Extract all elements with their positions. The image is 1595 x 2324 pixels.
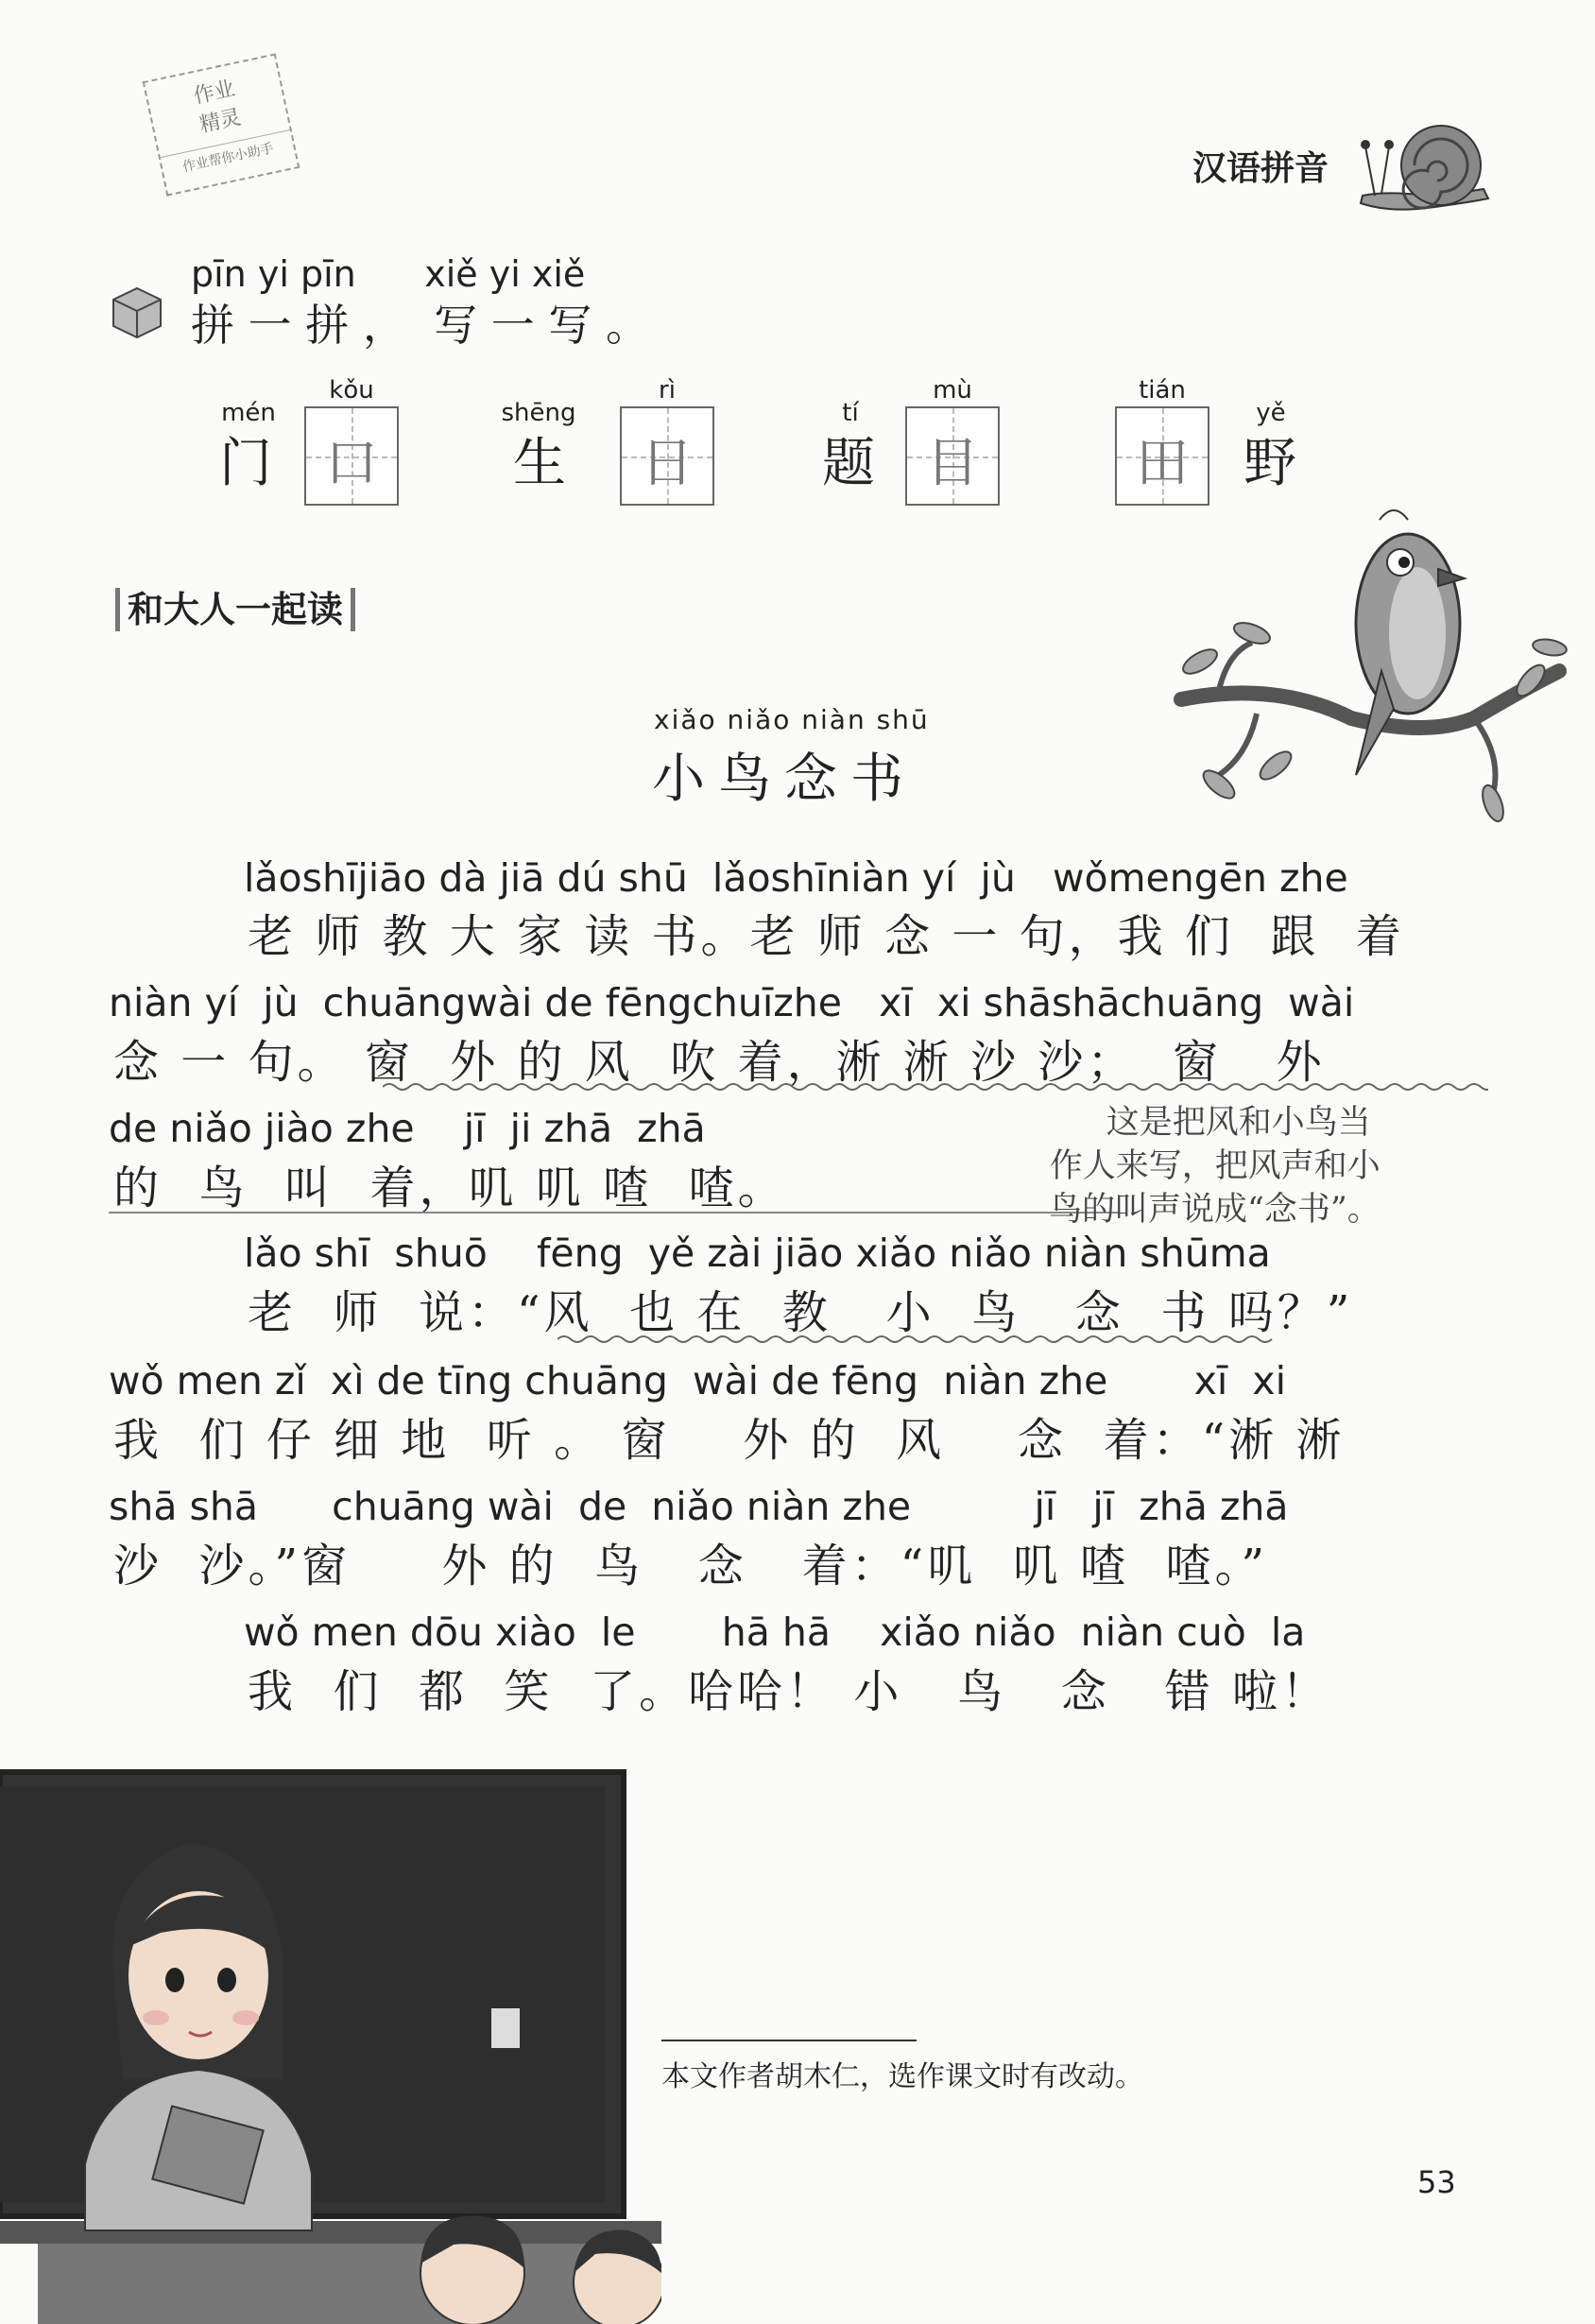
story-line-text: 老 师 说：“风 也 在 教 小 鸟 念 书 吗？” — [248, 1286, 1354, 1339]
classroom-illustration — [0, 1758, 661, 2324]
item-pinyin: mén — [221, 399, 276, 427]
item-character: 生 — [513, 433, 566, 494]
footnote: 本文作者胡木仁，选作课文时有改动。 — [661, 2060, 1143, 2093]
note-line: 鸟的叫声说成“念书”。 — [1049, 1191, 1381, 1229]
stamp-logo — [143, 53, 300, 196]
writing-box[interactable]: 日 — [620, 406, 714, 506]
item-pinyin: tián — [1139, 376, 1186, 405]
item-pinyin: shēng — [501, 399, 576, 427]
story-line-text: 沙 沙。”窗 外 的 鸟 念 着：“叽 叽 喳 喳。” — [113, 1540, 1269, 1592]
margin-note — [1049, 1101, 1381, 1231]
snail-illustration — [1351, 109, 1502, 222]
stamp-line2: 精灵 — [197, 105, 244, 138]
story-line-text: 的 鸟 叫 着，叽 叽 喳 喳。 — [113, 1162, 787, 1214]
writing-box[interactable]: 目 — [905, 406, 1000, 506]
item-pinyin: rì — [659, 376, 676, 405]
story-line-pinyin: wǒ men zǐ xì de tīng chuāng wài de fēng niàn zhe xī xi — [109, 1358, 1286, 1403]
stamp-line3: 作业帮你小助手 — [161, 129, 295, 181]
writing-box[interactable]: 田 — [1115, 406, 1209, 506]
reading-label-text: 和大人一起读 — [128, 589, 344, 630]
wavy-underline — [557, 1334, 1276, 1344]
note-line: 这是把风和小鸟当 — [1106, 1104, 1371, 1142]
writing-box[interactable]: 口 — [304, 406, 399, 506]
story-title-pinyin: xiǎo niǎo niàn shū — [654, 704, 930, 735]
divider-line — [109, 1212, 1120, 1214]
item-pinyin: yě — [1256, 399, 1286, 427]
reading-label — [115, 588, 355, 631]
item-pinyin: mù — [933, 376, 972, 405]
story-title: 小鸟念书 — [652, 749, 917, 810]
item-character: 野 — [1243, 433, 1296, 494]
exercise-title: 拼 一 拼 ， 写 一 写 。 — [191, 300, 649, 351]
story-line-pinyin: niàn yí jù chuāngwài de fēngchuīzhe xī xi shāshāchuāng wài — [109, 980, 1355, 1025]
cube-icon — [109, 284, 165, 340]
story-line-text: 我 们 都 笑 了。哈哈！ 小 鸟 念 错 啦！ — [248, 1665, 1330, 1718]
item-pinyin: kǒu — [329, 376, 374, 405]
item-character: 门 — [219, 433, 272, 494]
story-line-pinyin: shā shā chuāng wài de niǎo niàn zhe jī jī zhā zhā — [109, 1484, 1289, 1529]
story-line-text: 老 师 教 大 家 读 书。老 师 念 一 句，我 们 跟 着 — [248, 910, 1405, 963]
section-title: 汉语拼音 — [1192, 149, 1329, 188]
wavy-underline — [383, 1082, 1488, 1092]
item-character: 题 — [822, 433, 875, 494]
exercise-pinyin: pīn yi pīn xiě yi xiě — [191, 253, 586, 295]
bird-branch-illustration — [1162, 491, 1569, 832]
story-line-pinyin: lǎoshījiāo dà jiā dú shū lǎoshīniàn yí jù wǒmengēn zhe — [244, 855, 1348, 901]
note-line: 作人来写，把风声和小 — [1049, 1147, 1381, 1185]
story-line-text: 我 们 仔 细 地 听 。 窗 外 的 风 念 着：“淅 淅 — [113, 1414, 1346, 1467]
story-line-pinyin: de niǎo jiào zhe jī ji zhā zhā — [109, 1106, 706, 1151]
page-number: 53 — [1417, 2164, 1456, 2200]
footnote-rule — [661, 2040, 917, 2041]
item-pinyin: tí — [842, 399, 859, 427]
story-line-text: 念 一 句。 窗 外 的 风 吹 着，淅 淅 沙 沙； 窗 外 — [113, 1036, 1326, 1089]
stamp-line1: 作业 — [191, 77, 237, 110]
story-line-pinyin: wǒ men dōu xiào le hā hā xiǎo niǎo niàn cuò la — [244, 1610, 1306, 1655]
story-line-pinyin: lǎo shī shuō fēng yě zài jiāo xiǎo niǎo niàn shūma — [244, 1231, 1271, 1276]
